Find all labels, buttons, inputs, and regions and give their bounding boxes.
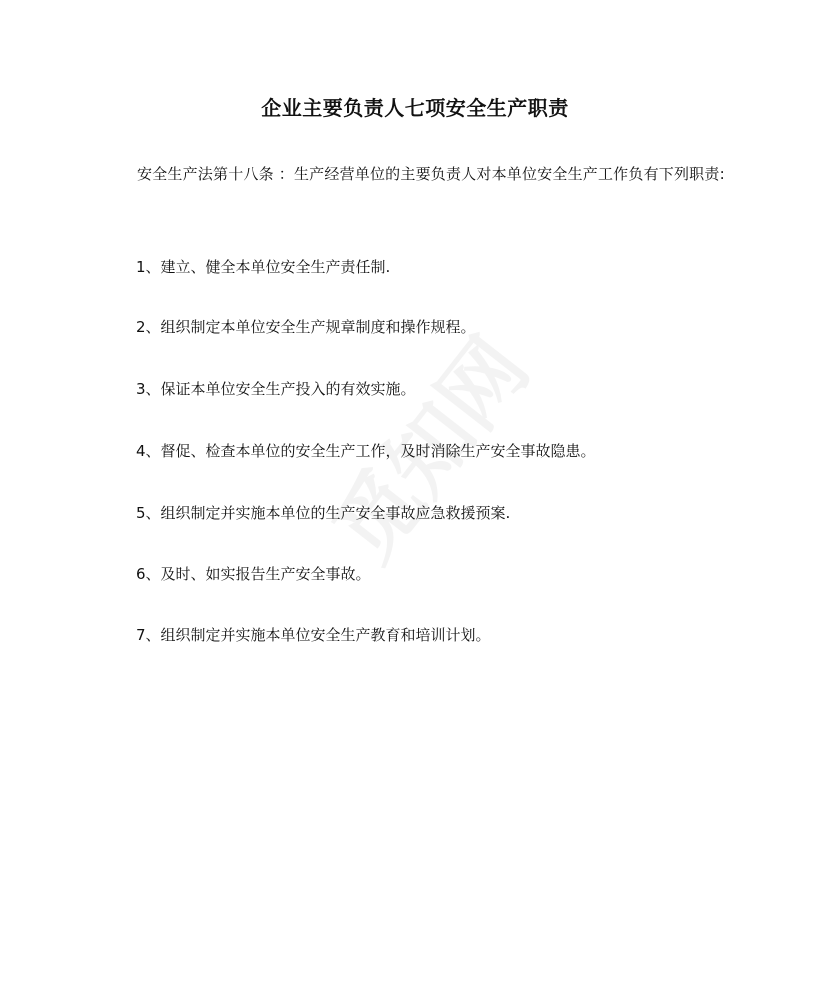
duty-item-6: 6、及时、如实报告生产安全事故。 [136, 565, 371, 583]
duty-item-1: 1、建立、健全本单位安全生产责任制. [136, 258, 391, 276]
page-title: 企业主要负责人七项安全生产职责 [261, 96, 569, 120]
duty-item-3: 3、保证本单位安全生产投入的有效实施。 [136, 380, 416, 398]
duty-item-4: 4、督促、检查本单位的安全生产工作，及时消除生产安全事故隐患。 [136, 442, 596, 460]
intro-paragraph: 安全生产法第十八条 ：生产经营单位的主要负责人对本单位安全生产工作负有下列职责: [137, 165, 725, 183]
duty-item-7: 7、组织制定并实施本单位安全生产教育和培训计划。 [136, 626, 491, 644]
duty-item-5: 5、组织制定并实施本单位的生产安全事故应急救援预案. [136, 504, 511, 522]
duty-item-2: 2、组织制定本单位安全生产规章制度和操作规程。 [136, 318, 476, 336]
